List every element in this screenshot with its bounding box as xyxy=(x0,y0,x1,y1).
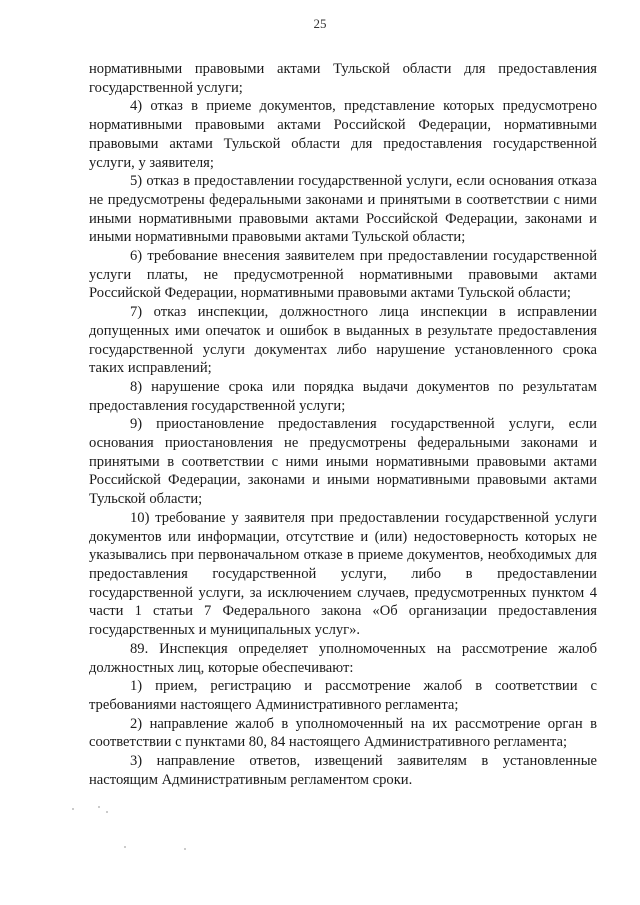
page-number: 25 xyxy=(313,16,327,31)
scan-speck xyxy=(106,811,108,813)
paragraph-item-5: 5) отказ в предоставлении государственной услуги, если основания отказа не предусмотрены федеральными законами и принятыми в соответствии с ними иными нормативными правовыми актами Российской Федерации, законами и иными нормативными правовыми актами Тульской области; xyxy=(89,173,597,246)
paragraph-item-8: 8) нарушение срока или порядка выдачи документов по результатам предоставления государственной услуги; xyxy=(89,378,597,414)
paragraph-item-10: 10) требование у заявителя при предоставлении государственной услуги документов или информации, отсутствие и (или) недостоверность которых не указывались при первоначальном отказе в приеме документов, необходимых для предоставления государственной услуги, либо в предоставлении государственной услуги, за исключением случаев, предусмотренных пунктом 4 части 1 статьи 7 Федерального закона «Об организации предоставления государственных и муниципальных услуг». xyxy=(89,509,597,639)
scan-speck xyxy=(184,848,186,850)
paragraph-item-9: 9) приостановление предоставления государственной услуги, если основания приостановления не предусмотрены федеральными законами и принятыми в соответствии с ними иными нормативными правовыми актами Российской Федерации, законами и иными нормативными правовыми актами Тульской области; xyxy=(89,416,597,508)
scan-speck xyxy=(98,806,100,808)
paragraph-item-4: 4) отказ в приеме документов, представление которых предусмотрено нормативными правовыми актами Российской Федерации, нормативными правовыми актами Тульской области для предоставления государственной услуги, у заявителя; xyxy=(89,98,597,171)
paragraph-item-6: 6) требование внесения заявителем при предоставлении государственной услуги платы, не предусмотренной нормативными правовыми актами Российской Федерации, нормативными правовыми актами Тульской области; xyxy=(89,248,597,302)
paragraph-89-item-1: 1) прием, регистрацию и рассмотрение жалоб в соответствии с требованиями настоящего Административного регламента; xyxy=(89,678,597,713)
scan-speck xyxy=(124,846,126,848)
paragraph-89-item-2: 2) направление жалоб в уполномоченный на их рассмотрение орган в соответствии с пунктами 80, 84 настоящего Административного регламента; xyxy=(89,715,597,751)
paragraph-continuation: нормативными правовыми актами Тульской области для предоставления государственной услуги; xyxy=(89,61,597,96)
paragraph-89-item-3: 3) направление ответов, извещений заявителям в установленные настоящим Административным регламентом сроки. xyxy=(89,753,597,788)
paragraph-section-89: 89. Инспекция определяет уполномоченных на рассмотрение жалоб должностных лиц, которые обеспечивают: xyxy=(89,640,597,676)
paragraph-item-7: 7) отказ инспекции, должностного лица инспекции в исправлении допущенных ими опечаток и ошибок в выданных в результате предоставления государственной услуги документах либо нарушение установленного срока таких исправлений; xyxy=(89,304,597,377)
document-body xyxy=(89,60,597,789)
scan-speck xyxy=(72,808,74,810)
